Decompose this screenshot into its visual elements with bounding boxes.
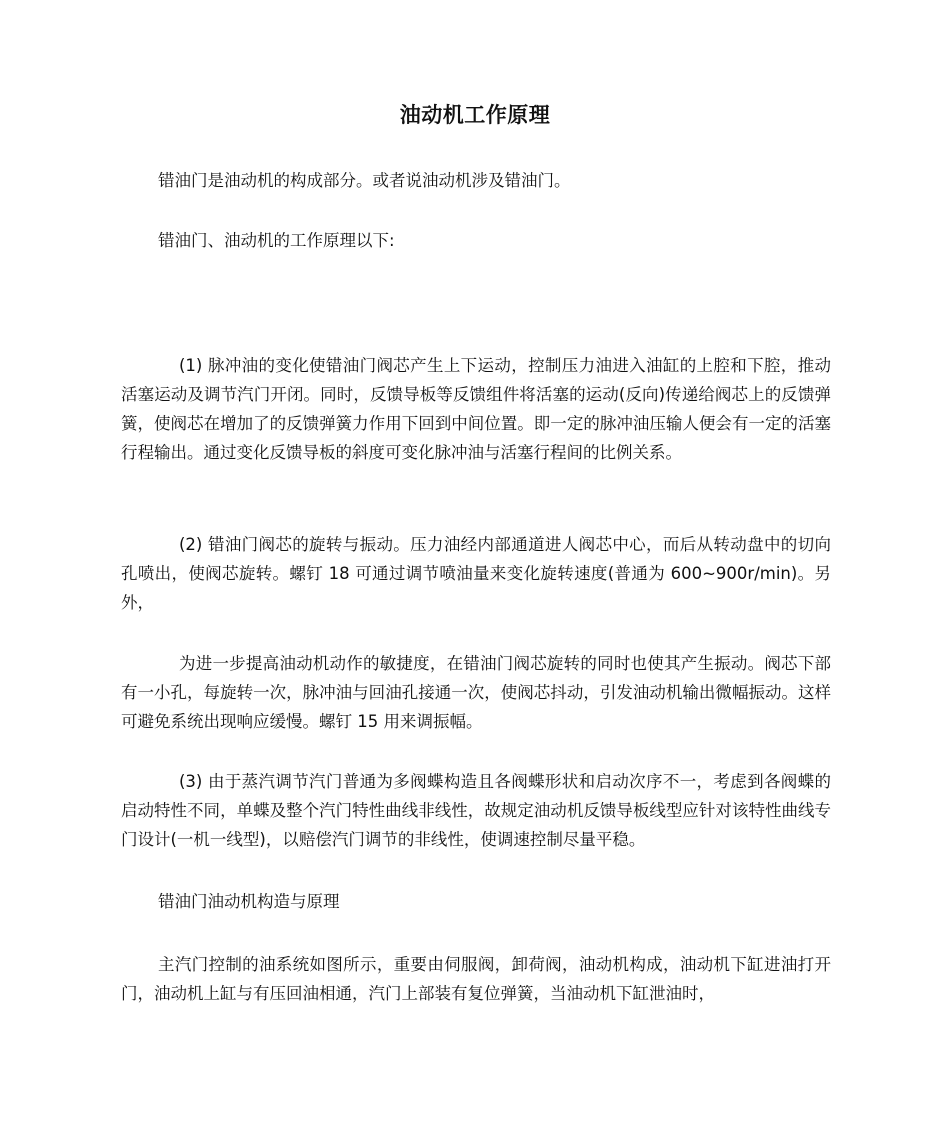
- paragraph-item-3: (3) 由于蒸汽调节汽门普通为多阀蝶构造且各阀蝶形状和启动次序不一，考虑到各阀蝶的启动特性不同，单蝶及整个汽门特性曲线非线性，故规定油动机反馈导板线型应针对该特性曲线专门设计(一机一线型)，以赔偿汽门调节的非线性，使调速控制尽量平稳。: [121, 772, 831, 849]
- paragraph-main-valve: 主汽门控制的油系统如图所示，重要由伺服阀，卸荷阀，油动机构成，油动机下缸进油打开门，油动机上缸与有压回油相通，汽门上部装有复位弹簧，当油动机下缸泄油时，: [121, 955, 831, 1003]
- paragraph-item-1: (1) 脉冲油的变化使错油门阀芯产生上下运动，控制压力油进入油缸的上腔和下腔，推动活塞运动及调节汽门开闭。同时，反馈导板等反馈组件将活塞的运动(反向)传递给阀芯上的反馈弹簧，使阀芯在增加了的反馈弹簧力作用下回到中间位置。即一定的脉冲油压输人便会有一定的活塞行程输出。通过变化反馈导板的斜度可变化脉冲油与活塞行程间的比例关系。: [121, 356, 831, 462]
- paragraph-section-heading: 错油门油动机构造与原理: [158, 892, 340, 911]
- paragraph-item-2-cont: 为进一步提高油动机动作的敏捷度，在错油门阀芯旋转的同时也使其产生振动。阀芯下部有一小孔，每旋转一次，脉冲油与回油孔接通一次，使阀芯抖动，引发油动机输出微幅振动。这样可避免系统出现响应缓慢。螺钉 15 用来调振幅。: [121, 654, 831, 731]
- paragraph-intro: 错油门是油动机的构成部分。或者说油动机涉及错油门。: [158, 171, 571, 190]
- paragraph-item-2: (2) 错油门阀芯的旋转与振动。压力油经内部通道进人阀芯中心，而后从转动盘中的切向孔喷出，使阀芯旋转。螺钉 18 可通过调节喷油量来变化旋转速度(普通为 600~900r/min)。另外，: [121, 535, 831, 612]
- paragraph-principle-heading: 错油门、油动机的工作原理以下:: [158, 231, 395, 250]
- document-title: 油动机工作原理: [399, 103, 551, 127]
